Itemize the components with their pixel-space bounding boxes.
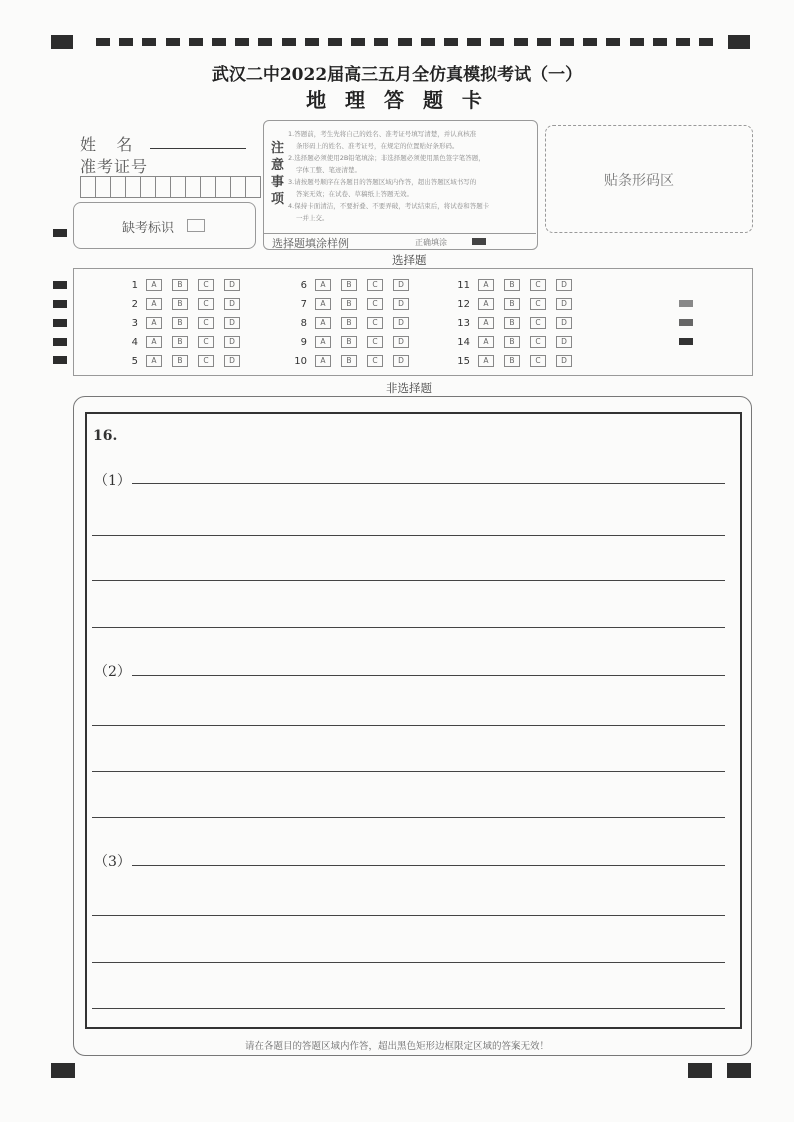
side-mark bbox=[53, 300, 67, 308]
absent-checkbox[interactable] bbox=[187, 219, 205, 232]
question-number: 16. bbox=[93, 428, 118, 444]
answer-sheet-title: 地 理 答 题 卡 bbox=[306, 88, 488, 112]
notice-line: 3.请按题号顺序在各题目的答题区域内作答，超出答题区域书写的 bbox=[288, 178, 477, 186]
exam-id-grid[interactable] bbox=[80, 176, 260, 198]
option-bubble[interactable]: D bbox=[393, 279, 409, 291]
option-bubble[interactable]: A bbox=[315, 336, 331, 348]
answer-line[interactable] bbox=[92, 962, 725, 963]
option-bubble[interactable]: B bbox=[504, 336, 520, 348]
timing-mark bbox=[467, 38, 481, 46]
answer-area-16[interactable] bbox=[85, 412, 742, 1029]
option-bubble[interactable]: D bbox=[393, 355, 409, 367]
option-bubble[interactable]: B bbox=[504, 279, 520, 291]
exam-id-label: 准考证号 bbox=[80, 157, 149, 176]
nonchoice-section-label: 非选择题 bbox=[386, 381, 432, 395]
answer-line[interactable] bbox=[132, 865, 725, 866]
question-number-label: 3 bbox=[131, 317, 138, 329]
option-bubble[interactable]: A bbox=[315, 298, 331, 310]
option-bubble[interactable]: C bbox=[367, 317, 383, 329]
timing-mark bbox=[282, 38, 296, 46]
option-bubble[interactable]: C bbox=[198, 336, 214, 348]
option-bubble[interactable]: D bbox=[556, 317, 572, 329]
option-bubble[interactable]: C bbox=[198, 279, 214, 291]
choice-question bbox=[287, 317, 419, 329]
choice-question bbox=[118, 336, 250, 348]
option-bubble[interactable]: D bbox=[224, 298, 240, 310]
question-number-label: 7 bbox=[300, 298, 307, 310]
choice-question bbox=[287, 279, 419, 291]
option-bubble[interactable]: D bbox=[556, 355, 572, 367]
choice-question bbox=[118, 317, 250, 329]
timing-mark bbox=[537, 38, 551, 46]
side-mark bbox=[53, 338, 67, 346]
option-bubble[interactable]: B bbox=[341, 317, 357, 329]
option-bubble[interactable]: A bbox=[478, 336, 494, 348]
option-bubble[interactable]: D bbox=[393, 336, 409, 348]
option-bubble[interactable]: C bbox=[198, 317, 214, 329]
option-bubble[interactable]: A bbox=[315, 279, 331, 291]
option-bubble[interactable]: D bbox=[556, 279, 572, 291]
barcode-label: 贴条形码区 bbox=[604, 173, 674, 189]
option-bubble[interactable]: A bbox=[146, 298, 162, 310]
timing-mark bbox=[630, 38, 644, 46]
question-number-label: 8 bbox=[300, 317, 307, 329]
part-label-2: （2） bbox=[94, 664, 131, 680]
answer-line[interactable] bbox=[92, 915, 725, 916]
answer-line[interactable] bbox=[92, 535, 725, 536]
option-bubble[interactable]: D bbox=[393, 317, 409, 329]
question-number-label: 12 bbox=[457, 298, 470, 310]
timing-mark bbox=[305, 38, 319, 46]
fill-example-label: 选择题填涂样例 bbox=[272, 237, 349, 250]
timing-mark bbox=[212, 38, 226, 46]
answer-line[interactable] bbox=[92, 771, 725, 772]
option-bubble[interactable]: B bbox=[504, 317, 520, 329]
question-number-label: 5 bbox=[131, 355, 138, 367]
answer-line[interactable] bbox=[92, 627, 725, 628]
side-mark bbox=[679, 319, 693, 326]
option-bubble[interactable]: B bbox=[172, 336, 188, 348]
question-number-label: 6 bbox=[300, 279, 307, 291]
question-number-label: 4 bbox=[131, 336, 138, 348]
timing-mark bbox=[606, 38, 620, 46]
timing-mark bbox=[258, 38, 272, 46]
question-number-label: 9 bbox=[300, 336, 307, 348]
option-bubble[interactable]: C bbox=[367, 298, 383, 310]
option-bubble[interactable]: D bbox=[556, 336, 572, 348]
option-bubble[interactable]: A bbox=[478, 317, 494, 329]
notice-line: 1.答题前，考生先将自己的姓名、准考证号填写清楚，并认真核准 bbox=[288, 130, 477, 138]
notice-divider bbox=[264, 233, 536, 234]
corner-mark-top-right bbox=[728, 35, 750, 49]
part-label-3: （3） bbox=[94, 854, 131, 870]
option-bubble[interactable]: B bbox=[172, 317, 188, 329]
choice-section-label: 选择题 bbox=[392, 253, 427, 267]
option-bubble[interactable]: C bbox=[198, 355, 214, 367]
notice-line: 条形码上的姓名、准考证号，在规定的位置贴好条形码。 bbox=[296, 142, 459, 150]
option-bubble[interactable]: C bbox=[367, 279, 383, 291]
option-bubble[interactable]: C bbox=[530, 317, 546, 329]
option-bubble[interactable]: B bbox=[341, 355, 357, 367]
option-bubble[interactable]: B bbox=[341, 279, 357, 291]
choice-question bbox=[287, 298, 419, 310]
option-bubble[interactable]: B bbox=[341, 298, 357, 310]
side-mark bbox=[53, 319, 67, 327]
notice-line: 答案无效；在试卷、草稿纸上答题无效。 bbox=[296, 190, 413, 198]
notice-line: 2.选择题必须使用2B铅笔填涂；非选择题必须使用黑色签字笔答题， bbox=[288, 154, 485, 162]
option-bubble[interactable]: A bbox=[146, 317, 162, 329]
corner-mark-bottom-left bbox=[51, 1063, 75, 1078]
option-bubble[interactable]: A bbox=[478, 279, 494, 291]
option-bubble[interactable]: A bbox=[315, 317, 331, 329]
side-mark bbox=[53, 229, 67, 237]
option-bubble[interactable]: A bbox=[146, 355, 162, 367]
absent-label: 缺考标识 bbox=[122, 221, 175, 236]
option-bubble[interactable]: A bbox=[478, 355, 494, 367]
question-number-label: 1 bbox=[131, 279, 138, 291]
timing-mark bbox=[166, 38, 180, 46]
side-mark bbox=[53, 281, 67, 289]
answer-line[interactable] bbox=[92, 725, 725, 726]
option-bubble[interactable]: D bbox=[224, 279, 240, 291]
timing-mark bbox=[490, 38, 504, 46]
timing-mark bbox=[560, 38, 574, 46]
timing-mark bbox=[583, 38, 597, 46]
option-bubble[interactable]: D bbox=[393, 298, 409, 310]
question-number-label: 15 bbox=[457, 355, 470, 367]
option-bubble[interactable]: D bbox=[556, 298, 572, 310]
timing-mark bbox=[444, 38, 458, 46]
question-number-label: 14 bbox=[457, 336, 470, 348]
choice-question bbox=[450, 336, 582, 348]
choice-question bbox=[118, 355, 250, 367]
answer-line[interactable] bbox=[132, 675, 725, 676]
name-label: 姓 名 bbox=[80, 135, 133, 154]
option-bubble[interactable]: D bbox=[224, 336, 240, 348]
choice-question bbox=[118, 298, 250, 310]
option-bubble[interactable]: C bbox=[367, 355, 383, 367]
option-bubble[interactable]: B bbox=[504, 355, 520, 367]
notice-line: 4.保持卡面清洁，不要折叠、不要弄破，考试结束后，将试卷和答题卡 bbox=[288, 202, 490, 210]
option-bubble[interactable]: A bbox=[146, 336, 162, 348]
notice-text bbox=[288, 128, 532, 224]
option-bubble[interactable]: A bbox=[478, 298, 494, 310]
notice-line: 字体工整、笔迹清楚。 bbox=[296, 166, 361, 174]
choice-question bbox=[287, 336, 419, 348]
option-bubble[interactable]: C bbox=[530, 279, 546, 291]
question-number-label: 10 bbox=[294, 355, 307, 367]
correct-fill-label: 正确填涂 bbox=[415, 238, 447, 247]
timing-mark bbox=[351, 38, 365, 46]
correct-fill-sample bbox=[472, 238, 486, 245]
name-field[interactable] bbox=[150, 148, 246, 149]
timing-mark bbox=[328, 38, 342, 46]
side-mark bbox=[53, 356, 67, 364]
timing-mark bbox=[119, 38, 133, 46]
timing-mark bbox=[96, 38, 110, 46]
timing-mark bbox=[421, 38, 435, 46]
choice-question bbox=[118, 279, 250, 291]
timing-mark bbox=[189, 38, 203, 46]
timing-mark bbox=[699, 38, 713, 46]
part-label-1: （1） bbox=[94, 473, 131, 489]
notice-title: 注意事项 bbox=[271, 141, 285, 207]
side-mark bbox=[679, 300, 693, 307]
answer-line[interactable] bbox=[92, 1008, 725, 1009]
timing-mark bbox=[142, 38, 156, 46]
option-bubble[interactable]: B bbox=[172, 298, 188, 310]
option-bubble[interactable]: B bbox=[504, 298, 520, 310]
question-number-label: 2 bbox=[131, 298, 138, 310]
notice-line: 一并上交。 bbox=[296, 214, 329, 222]
timing-mark bbox=[235, 38, 249, 46]
option-bubble[interactable]: C bbox=[530, 355, 546, 367]
corner-mark-bottom-right-2 bbox=[727, 1063, 751, 1078]
choice-question bbox=[450, 317, 582, 329]
option-bubble[interactable]: B bbox=[341, 336, 357, 348]
choice-question bbox=[450, 279, 582, 291]
timing-mark bbox=[653, 38, 667, 46]
option-bubble[interactable]: D bbox=[224, 317, 240, 329]
option-bubble[interactable]: C bbox=[530, 298, 546, 310]
question-number-label: 13 bbox=[457, 317, 470, 329]
timing-mark bbox=[676, 38, 690, 46]
choice-question bbox=[450, 355, 582, 367]
option-bubble[interactable]: C bbox=[367, 336, 383, 348]
option-bubble[interactable]: C bbox=[198, 298, 214, 310]
option-bubble[interactable]: B bbox=[172, 355, 188, 367]
answer-line[interactable] bbox=[132, 483, 725, 484]
side-mark bbox=[679, 338, 693, 345]
option-bubble[interactable]: B bbox=[172, 279, 188, 291]
choice-question bbox=[450, 298, 582, 310]
exam-title: 武汉二中2022届高三五月全仿真模拟考试（一） bbox=[211, 65, 583, 85]
timing-mark bbox=[514, 38, 528, 46]
option-bubble[interactable]: A bbox=[315, 355, 331, 367]
answer-line[interactable] bbox=[92, 580, 725, 581]
option-bubble[interactable]: D bbox=[224, 355, 240, 367]
answer-line[interactable] bbox=[92, 817, 725, 818]
choice-question bbox=[287, 355, 419, 367]
corner-mark-top-left bbox=[51, 35, 73, 49]
footer-note: 请在各题目的答题区域内作答，超出黑色矩形边框限定区域的答案无效！ bbox=[244, 1041, 549, 1052]
question-number-label: 11 bbox=[457, 279, 470, 291]
timing-mark bbox=[374, 38, 388, 46]
timing-mark bbox=[398, 38, 412, 46]
option-bubble[interactable]: A bbox=[146, 279, 162, 291]
corner-mark-bottom-right-1 bbox=[688, 1063, 712, 1078]
option-bubble[interactable]: C bbox=[530, 336, 546, 348]
